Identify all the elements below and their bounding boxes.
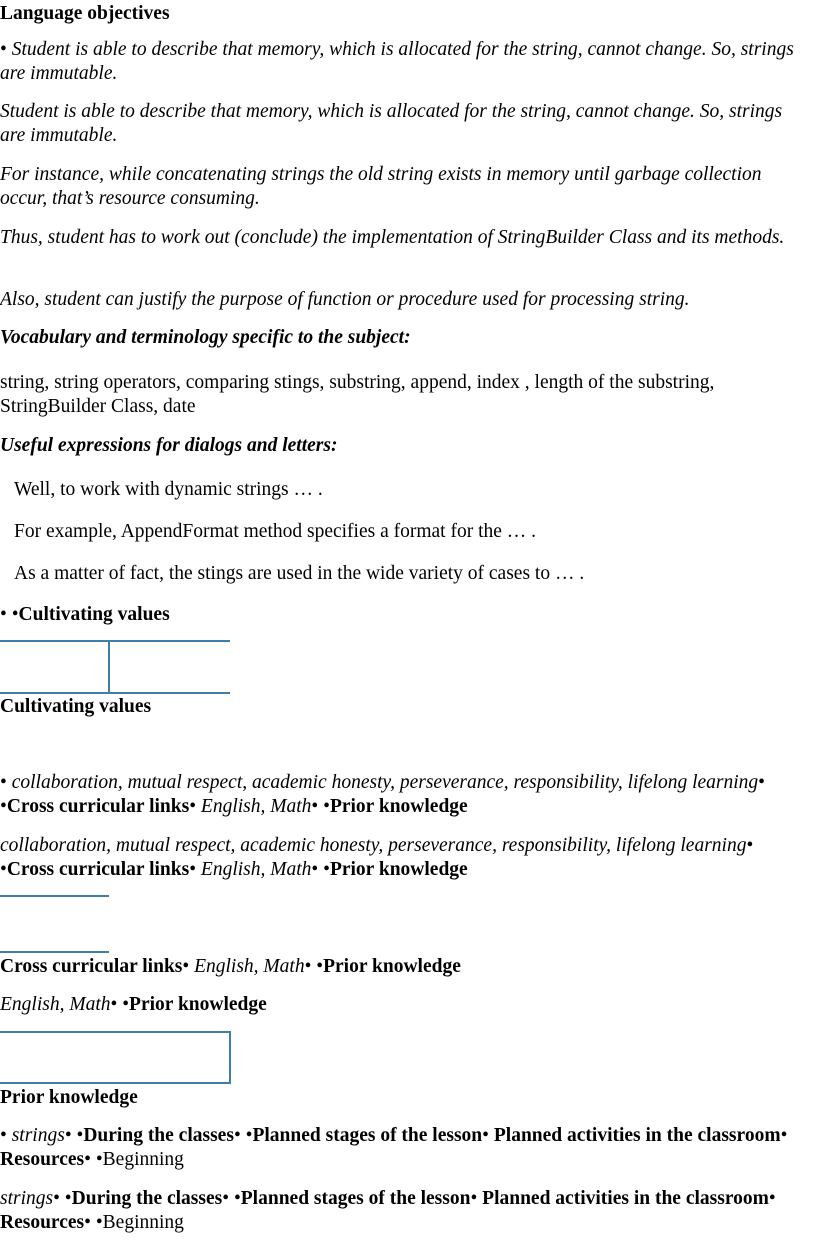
beginning-label: Beginning [102,1149,184,1170]
bullet: • [222,1188,230,1209]
bullet: • [189,796,197,817]
prior-knowledge-text: strings [0,1188,54,1209]
empty-table-cell-2 [110,640,230,694]
bullets: • • [84,1149,103,1170]
cultivating-label: Cultivating values [18,604,170,625]
resources-label: Resources [0,1212,85,1233]
expressions-heading: Useful expressions for dialogs and letters: [0,435,338,456]
language-objectives-heading: Language objectives [0,3,170,24]
expression-item-3: As a matter of fact, the stings are used in the wide variety of cases to … . [14,563,585,584]
values-text: collaboration, mutual respect, academic honesty, perseverance, responsibility, lifelong learning [11,772,759,793]
cross-curricular-line-2 [0,993,800,1017]
prior-knowledge-label: Prior knowledge [329,796,468,817]
during-classes-label: During the classes [83,1125,234,1146]
empty-table-cell-1 [0,640,110,694]
bullets: • • [0,835,754,880]
bullet: • [233,1125,241,1146]
cross-curricular-text: English, Math [194,956,305,977]
bullet: • [780,1125,788,1146]
bullets: • • [84,1212,103,1233]
bullets: • • [0,604,19,625]
prior-knowledge-label: Prior knowledge [329,859,468,880]
empty-table-cell-3 [0,895,109,953]
objective-text-1: Student is able to describe that memory, which is allocated for the string, cannot change. So, strings are immutable. [0,39,794,84]
cultivating-heading: Cultivating values [0,696,152,717]
bullet: • [233,1188,241,1209]
cross-curricular-line-1 [0,955,800,979]
bullets: • • [64,1125,84,1146]
beginning-label: Beginning [102,1212,184,1233]
cross-curricular-text: English, Math [200,859,312,880]
prior-knowledge-label: Prior knowledge [323,956,461,977]
bullets: • • [0,772,765,817]
bullets: • • [110,994,130,1015]
prior-knowledge-heading: Prior knowledge [0,1087,138,1108]
cross-curricular-heading: Cross curricular links [0,956,183,977]
cultivating-paragraph-2 [0,834,800,882]
bullet: • [470,1188,478,1209]
bullet: • [245,1125,253,1146]
objective-paragraph-2: Student is able to describe that memory, which is allocated for the string, cannot change. So, strings are immutable. [0,101,783,146]
planned-stages-label: Planned stages of the lesson [240,1188,471,1209]
prior-knowledge-text: strings [11,1125,65,1146]
vocabulary-text: string, string operators, comparing stings, substring, append, index , length of the substring, StringBuilder Class, date [0,372,715,417]
expression-item-1: Well, to work with dynamic strings … . [14,479,323,500]
planned-activities-label: Planned activities in the classroom [493,1125,781,1146]
bullet: • [182,956,190,977]
vocabulary-heading: Vocabulary and terminology specific to the subject: [0,327,411,348]
bullets: • • [304,956,324,977]
prior-knowledge-label: Prior knowledge [129,994,267,1015]
resources-label: Resources [0,1149,85,1170]
bullet: • [768,1188,776,1209]
objective-paragraph-3: For instance, while concatenating strings the old string exists in memory until garbage collection occur, that’s resource consuming. [0,164,762,209]
planned-activities-label: Planned activities in the classroom [482,1188,769,1209]
bullet: • [189,859,197,880]
expression-item-2: For example, AppendFormat method specifies a format for the … . [14,521,537,542]
objective-paragraph-1 [0,38,800,86]
cultivating-paragraph-1 [0,771,800,819]
cross-curricular-text: English, Math [0,994,111,1015]
bullet: • [0,39,7,60]
bullets: • • [311,796,330,817]
during-classes-label: During the classes [71,1188,223,1209]
bullets: • • [311,859,330,880]
bullet: • [0,772,7,793]
cross-curricular-label: Cross curricular links [6,859,190,880]
objective-paragraph-4: Thus, student has to work out (conclude) the implementation of StringBuilder Class and its methods. [0,227,785,248]
prior-knowledge-paragraph-1 [0,1124,800,1172]
bullet: • [0,1125,7,1146]
bullets: • • [53,1188,72,1209]
cross-curricular-label: Cross curricular links [6,796,190,817]
objective-paragraph-5: Also, student can justify the purpose of function or procedure used for processing string. [0,289,690,310]
values-text: collaboration, mutual respect, academic honesty, perseverance, responsibility, lifelong learning [0,835,747,856]
cultivating-heading-inline [0,603,800,627]
bullet: • [482,1125,489,1146]
planned-stages-label: Planned stages of the lesson [252,1125,483,1146]
empty-table-cell-4 [0,1031,231,1084]
prior-knowledge-paragraph-2 [0,1187,800,1235]
cross-curricular-text: English, Math [200,796,312,817]
